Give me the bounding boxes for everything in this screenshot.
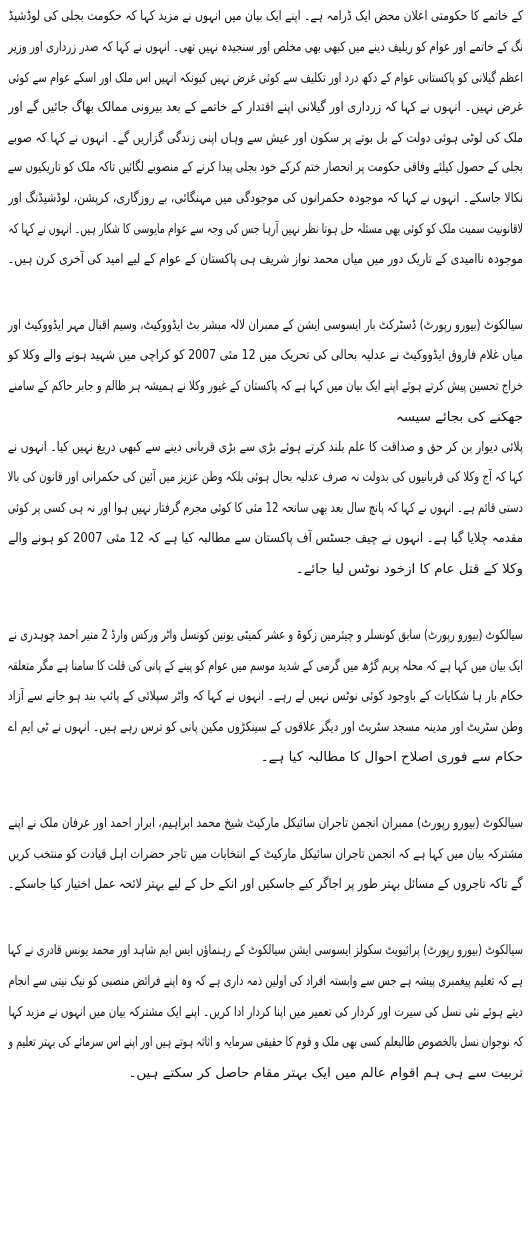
text-line: خراج تحسین پیش کرتے ہوئے اپنے ایک بیان میں کہا ہے کہ پاکستان کے غیور وکلا نے ہمیشہ ہر ظالم و جابر حاکم کے سامنے bbox=[8, 379, 524, 394]
text-line: غرض نہیں۔ انہوں نے کہا کہ زرداری اور گیلانی اپنے اقتدار کے خاتمے کے بعد بیرونی ممالک بھاگ جائیں گے اور bbox=[8, 100, 523, 115]
text-line: ہے کہ تعلیم پیغمبری پیشہ ہے جس سے وابستہ افراد کی اولین ذمہ داری ہے کہ وہ اپنے فرائض منصبی کو نیک نیتی سے انجام bbox=[8, 974, 523, 989]
text-line: مقدمہ چلایا گیا ہے۔ انہوں نے چیف جسٹس آف پاکستان سے مطالبہ کیا ہے کہ 12 مئی 2007 کو ہونے والے bbox=[8, 531, 523, 546]
text-line: نکالا جاسکے۔ انہوں نے کہا کہ موجودہ حکمرانوں کی موجودگی میں مہنگائی، بے روزگاری، کرپشن، لوڈشیڈنگ اور bbox=[8, 191, 524, 206]
text-line: میاں غلام فاروق ایڈووکیٹ نے عدلیہ بحالی کی تحریک میں 12 مئی 2007 کو کراچی میں شہید ہونے والے وکلا کو bbox=[8, 348, 523, 363]
text-line: سیالکوٹ (بیورو رپورٹ) ڈسٹرکٹ بار ایسوسی ایشن کے ممبران لالہ مبشر بٹ ایڈووکیٹ، وسیم اقبال مہر ایڈووکیٹ اور bbox=[8, 318, 524, 333]
text-line: کے خاتمے کا حکومتی اعلان محض ایک ڈرامہ ہے۔ اپنے ایک بیان میں انہوں نے مزید کہا کہ حکومت بجلی کی لوڈشیڈ bbox=[8, 9, 523, 24]
text-line: اعظم گیلانی کو پاکستانی عوام کے دکھ درد اور تکلیف سے کوئی غرض نہیں کیونکہ انہیں اس ملک اور اسکے عوام سے کوئی bbox=[8, 71, 524, 86]
text-line: کہ نوجوان نسل بالخصوص طالبعلم کسی بھی ملک و قوم کا حقیقی سرمایہ و اثاثہ ہوتے ہیں اور اپنے اس سرمائے کی بہتر تعلیم و bbox=[8, 1035, 523, 1050]
text-line: ملک کی لوٹی ہوئی دولت کے بل بوتے پر سکون اور عیش سے وہاں اپنی زندگی گزاریں گے۔ انہوں نے کہا کہ صوبے bbox=[7, 131, 523, 146]
text-line: حکام سے فوری اصلاح احوال کا مطالبہ کیا ہے۔ bbox=[260, 750, 523, 765]
text-line: سیالکوٹ (بیورو رپورٹ) ممبران انجمن تاجران سائیکل مارکیٹ شیخ محمد ابراہیم، ابرار احمد اور عرفان ملک نے اپنے bbox=[8, 816, 523, 831]
text-line: تربیت سے ہی ہم اقوام عالم میں ایک بہتر مقام حاصل کر سکتے ہیں۔ bbox=[128, 1066, 523, 1081]
text-line: کہا کہ آج وکلا کی قربانیوں کی بدولت نہ صرف عدلیہ بحال ہوئی بلکہ وطن عزیز میں آئین کی حکمرانی اور قانون کی بالا bbox=[7, 470, 524, 485]
text-line: سیالکوٹ (بیورو رپورٹ) سابق کونسلر و چیئرمین زکوۃ و عشر کمیٹی یونین کونسل واٹر ورکس وارڈ 2 منیر احمد چوہدری نے bbox=[8, 628, 523, 643]
text-line: جھکنے کی بجائے سیسہ bbox=[395, 410, 523, 425]
text-line: موجودہ ناامیدی کے تاریک دور میں میاں محمد نواز شریف ہی پاکستان کے عوام کے لیے امید کی آخری کرن ہیں۔ bbox=[7, 252, 523, 267]
text-line: دیتے ہوئے نئی نسل کی سیرت اور کردار کی تعمیر میں اپنا کردار ادا کریں۔ اپنے ایک مشترکہ بیان میں انہوں نے مزید کہا bbox=[8, 1005, 524, 1020]
text-line: دستی قائم ہے۔ انہوں نے کہا کہ پانچ سال بعد بھی سانحہ 12 مئی کا کوئی مجرم گرفتار نہیں ہوا اور نہ ہی کسی پر کوئی bbox=[7, 501, 523, 516]
text-line: گے تاکہ تاجروں کے مسائل بہتر طور پر اجاگر کیے جاسکیں اور انکے حل کے لیے بہتر لائحہ عمل اختیار کیا جاسکے۔ bbox=[8, 877, 523, 892]
text-line: ایک بیان میں کہا ہے کہ محلہ پریم گڑھ میں گرمی کے شدید موسم میں عوام کو پینے کے پانی کی قلت کا سامنا ہے مگر متعلقہ bbox=[7, 659, 523, 674]
text-line: لاقانونیت سمیت ملک کو کوئی بھی مسئلہ حل ہوتا نظر نہیں آرہا جس کی وجہ سے عوام مایوسی کا شکار ہیں۔ انہوں نے کہا کہ bbox=[8, 222, 524, 237]
text-line: وکلا کے قتل عام کا ازخود نوٹس لیا جائے۔ bbox=[295, 562, 523, 577]
text-line: سیالکوٹ (بیورو رپورٹ) پرائیویٹ سکولز ایسوسی ایشن سیالکوٹ کے رہنماؤں ایس ایم شاہد اور محمد یونس قادری نے کہا bbox=[7, 943, 523, 958]
text-line: بجلی کے حصول کیلئے وفاقی حکومت پر انحصار ختم کرکے خود بجلی پیدا کرنے کے منصوبے لگائیں تاکہ ملک کو تاریکیوں سے bbox=[7, 160, 524, 175]
text-line: مشترکہ بیان میں کہا ہے کہ انجمن تاجران سائیکل مارکیٹ کے انتخابات میں تاجر حضرات اہل قیادت کو منتخب کریں bbox=[8, 847, 524, 862]
text-line: پلائی دیوار بن کر حق و صداقت کا علم بلند کرتے ہوئے بڑی سے بڑی قربانی دینے سے کبھی دریغ نہیں کیا۔ انہوں نے bbox=[7, 440, 524, 455]
text-line: حکام بار ہا شکایات کے باوجود کوئی نوٹس نہیں لے رہے۔ انہوں نے کہا کہ واٹر سپلائی کے پائپ بند ہو جانے سے آزاد bbox=[7, 689, 523, 704]
text-line: نگ کے خاتمے اور عوام کو ریلیف دینے میں کبھی بھی مخلص اور سنجیدہ نہیں تھی۔ انہوں نے کہا کہ صدر زرداری اور وزیر bbox=[8, 40, 523, 55]
text-line: وطن سٹریٹ اور مدینہ مسجد سٹریٹ اور دیگر علاقوں کے سینکڑوں مکین پانی کو ترس رہے ہیں۔ انہوں نے ٹی ایم اے bbox=[8, 720, 524, 735]
